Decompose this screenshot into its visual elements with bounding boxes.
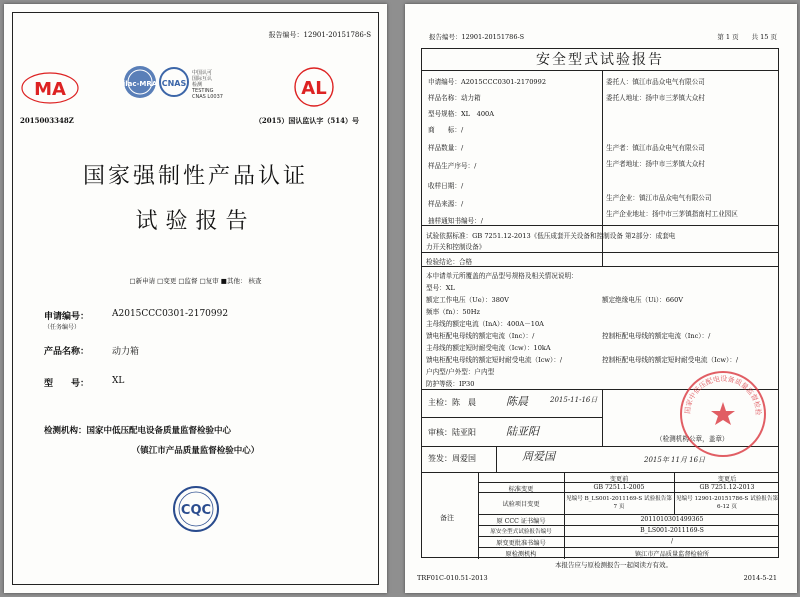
- divider: [422, 417, 602, 418]
- table-row-key: 试验项目变更: [502, 501, 540, 508]
- receipt-date: 收样日期：/: [428, 182, 464, 190]
- report-kind-checkboxes: □新申请 □变更 □监督 □复审 ■其他： 核查: [129, 277, 262, 285]
- factory: 生产企业：镇江市品众电气有限公司: [606, 194, 712, 202]
- validity-note: 本报告应与原检测报告一起阅读方有效。: [555, 561, 672, 569]
- apply-no-label: 申请编号：: [44, 312, 90, 322]
- sample-qty: 样品数量：/: [428, 144, 464, 152]
- seal-text: 国家中低压配电设备质量监督检验: [683, 374, 763, 416]
- report-form: [421, 48, 779, 558]
- ma-logo: [20, 70, 80, 110]
- product-value: 动力箱: [112, 347, 140, 357]
- table-row-key: 原安全型式试验报告编号: [490, 529, 552, 535]
- cover-page: [4, 4, 387, 593]
- divider: [422, 472, 778, 473]
- test-org: [44, 424, 231, 436]
- divider: [422, 266, 778, 267]
- report-page: [405, 4, 797, 593]
- table-row-before: 见编号 B_LS001-2011169-S 试验报告第 7 页: [566, 496, 672, 510]
- table-row-value: B_LS001-2011169-S: [640, 527, 704, 534]
- client-address: 委托人地址：扬中市三茅镇大众村: [606, 94, 705, 102]
- spec-intro: 本申请单元所覆盖的产品型号规格及相关情况说明：: [426, 272, 578, 280]
- producer: 生产者：镇江市品众电气有限公司: [606, 144, 705, 152]
- main-busbar-current: 主母线的额定电流（InA）：400A－10A: [426, 320, 544, 328]
- apply-no-value: A2015CCC0301-2170992: [112, 309, 229, 319]
- reviewer-signature: 陆亚阳: [506, 425, 539, 438]
- drafter-label: 主检：陈 晨: [428, 398, 476, 407]
- test-org-sub: （镇江市产品质量监督检验中心）: [131, 446, 260, 456]
- ilac-mra-logo: [122, 64, 158, 112]
- divider: [422, 225, 778, 226]
- cnas-logo-text: CNAS: [161, 79, 187, 88]
- feeder-busbar-icw: 馈电柜配电母线的额定短时耐受电流（Icw）：/: [426, 356, 563, 364]
- table-row-value: 镇江市产品质量监督检验所: [634, 551, 710, 558]
- divider: [496, 446, 497, 472]
- cma-number: 2015003348Z: [20, 116, 74, 125]
- sample-serial: 样品生产序号：/: [428, 162, 477, 170]
- rated-voltage-ue: 额定工作电压（Ue）：380V: [426, 296, 509, 304]
- test-org-name: 国家中低压配电设备质量监督检验中心: [86, 426, 232, 436]
- cnas-accreditation-text: [192, 70, 223, 100]
- divider: [602, 389, 603, 446]
- sample-source: 样品来源：/: [428, 200, 464, 208]
- test-org-label: 检测机构：: [44, 426, 87, 436]
- red-seal-stamp: [678, 369, 768, 463]
- divider: [478, 525, 778, 526]
- cnas-line: 国际互认: [192, 76, 213, 82]
- table-row-key: 原检测机构: [505, 551, 537, 558]
- trademark: 商 标：/: [428, 126, 464, 134]
- feeder-busbar-current: 馈电柜配电母线的额定电流（Inc）：/: [426, 332, 535, 340]
- report-number: 报告编号：12901-20151786-S: [429, 33, 525, 41]
- approver-label: 签发：周爱国: [428, 454, 476, 463]
- cover-report-number: 报告编号：12901-20151786-S: [268, 31, 371, 39]
- table-row-before: GB 7251.1-2005: [593, 484, 645, 491]
- divider: [478, 547, 778, 548]
- conclusion: 检验结论：合格: [426, 258, 473, 266]
- standard-line2: 力开关和控制设备》: [426, 243, 486, 251]
- control-busbar-icw: 控制柜配电母线的额定短时耐受电流（Icw）：/: [602, 356, 739, 364]
- stamp-note: （检测机构公章，盖章）: [656, 435, 729, 443]
- product-name: 样品名称：动力箱: [428, 94, 481, 102]
- approval-number: （2015）国认监认字（514）号: [254, 116, 359, 125]
- control-busbar-current: 控制柜配电母线的额定电流（Inc）：/: [602, 332, 711, 340]
- drafter-signature: 陈晨: [506, 395, 528, 408]
- sign-date: 2015年 11月 16日: [644, 456, 706, 464]
- ip-rating: 防护等级：IP30: [426, 380, 475, 388]
- rated-voltage-ui: 额定绝缘电压（Ui）：660V: [602, 296, 684, 304]
- table-row-after: GB 7251.12-2013: [699, 484, 755, 491]
- table-row-value: 2011010301499365: [640, 516, 704, 523]
- page-number: 第 1 页 共 15 页: [717, 33, 777, 41]
- table-row-key: 标准变更: [508, 486, 534, 493]
- indoor-outdoor: 户内型/户外型：户内型: [426, 368, 495, 376]
- svg-text:国家中低压配电设备质量监督检验中心: [678, 369, 763, 416]
- application-no: 申请编号：A2015CCC0301-2170992: [428, 78, 547, 86]
- standard: 试验依据标准：GB 7251.12-2013《低压成套开关设备和控制设备 第2部分：成套电: [426, 232, 676, 240]
- table-row-key: 原 CCC 证书编号: [496, 518, 546, 525]
- main-busbar-icw: 主母线的额定短时耐受电流（Icw）：10kA: [426, 344, 551, 352]
- divider: [478, 536, 778, 537]
- divider: [478, 482, 778, 483]
- report-title: 安全型式试验报告: [422, 49, 778, 71]
- divider: [478, 492, 778, 493]
- table-header-after: 变更后: [717, 476, 737, 483]
- frequency: 频率（fn）：50Hz: [426, 308, 480, 316]
- cover-title-line1: 国家强制性产品认证: [82, 164, 308, 189]
- remark-label: 备注: [440, 514, 454, 522]
- client: 委托人：镇江市品众电气有限公司: [606, 78, 705, 86]
- reviewer-label: 审核：陆亚阳: [428, 428, 476, 437]
- sampling-notice: 抽样通知书编号：/: [428, 217, 483, 225]
- producer-address: 生产者地址：扬中市三茅镇大众村: [606, 160, 705, 168]
- table-row-after: 见编号 12901-20151786-S 试验报告第 6-12 页: [675, 496, 779, 510]
- product-label: 产品名称：: [44, 347, 90, 357]
- approver-signature: 周爱国: [522, 450, 555, 463]
- cnas-line: 中国认可: [192, 70, 213, 76]
- table-header-before: 变更前: [609, 476, 629, 483]
- cqc-logo-text: CQC: [180, 503, 212, 518]
- al-logo-text: AL: [301, 78, 327, 99]
- cnas-line: CNAS L0037: [192, 94, 223, 100]
- ilac-logo-text: ilac-MRA: [122, 80, 158, 88]
- table-row-key: 原变更批准书编号: [496, 540, 546, 547]
- divider: [422, 252, 778, 253]
- factory-address: 生产企业地址：扬中市三茅镇指南村工业园区: [606, 210, 738, 218]
- divider: [478, 514, 778, 515]
- cnas-line: 检测: [192, 82, 203, 88]
- model-spec: 型号规格：XL 400A: [428, 110, 494, 118]
- cqc-logo: [168, 484, 224, 538]
- form-date: 2014-5-21: [743, 574, 777, 582]
- cnas-line: TESTING: [192, 88, 214, 94]
- ma-logo-text: MA: [34, 79, 66, 100]
- model-label: 型 号：: [44, 379, 90, 389]
- spec-model: 型号：XL: [426, 284, 455, 292]
- table-row-value: /: [670, 538, 674, 545]
- drafter-date: 2015-11-16日: [550, 396, 598, 404]
- apply-no-sub-label: （任务编号）: [44, 324, 81, 331]
- al-logo: [292, 66, 336, 112]
- model-value: XL: [112, 376, 125, 386]
- form-number: TRF01C-010.51-2013: [417, 574, 488, 582]
- cnas-logo: [156, 66, 192, 104]
- cover-title-line2: 试验报告: [135, 209, 256, 234]
